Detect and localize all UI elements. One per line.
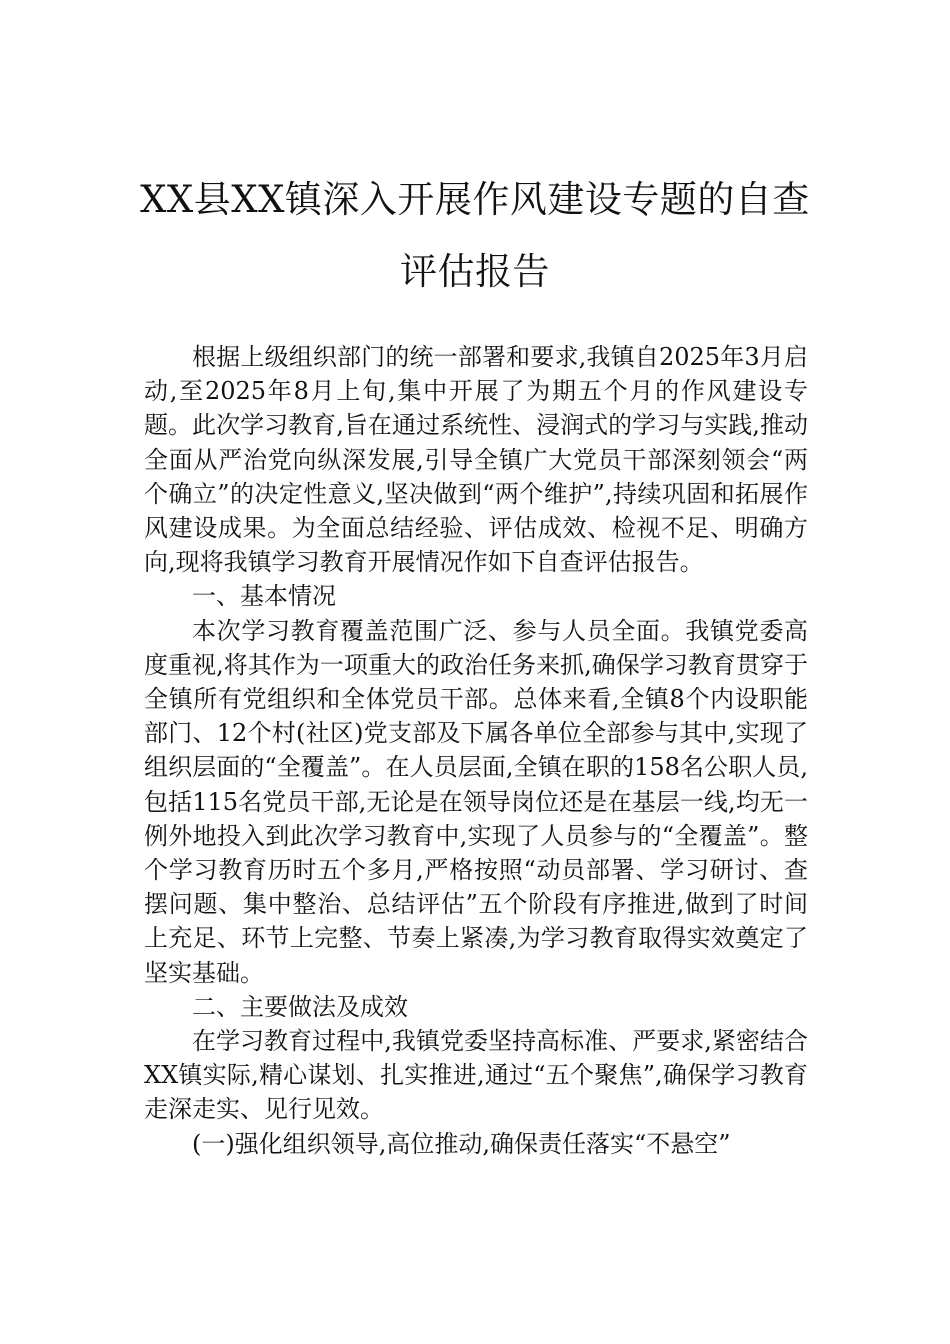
section-heading-methods: 二、主要做法及成效 bbox=[192, 992, 408, 1021]
title-line-2: 评估报告 bbox=[400, 250, 550, 293]
methods-paragraph: 在学习教育过程中,我镇党委坚持高标准、严要求,紧密结合XX镇实际,精心谋划、扎实推进,通过“五个聚焦”,确保学习教育走深走实、见行见效。 bbox=[144, 1027, 808, 1124]
document-body bbox=[144, 340, 808, 1161]
subsection-heading-1: (一)强化组织领导,高位推动,确保责任落实“不悬空” bbox=[192, 1129, 731, 1158]
section-heading-basic: 一、基本情况 bbox=[192, 582, 336, 611]
basic-situation-paragraph: 本次学习教育覆盖范围广泛、参与人员全面。我镇党委高度重视,将其作为一项重大的政治任务来抓,确保学习教育贯穿于全镇所有党组织和全体党员干部。总体来看,全镇8个内设职能部门、12个村(社区)党支部及下属各单位全部参与其中,实现了组织层面的“全覆盖”。在人员层面,全镇在职的158名公职人员,包括115名党员干部,无论是在领导岗位还是在基层一线,均无一例外地投入到此次学习教育中,实现了人员参与的“全覆盖”。整个学习教育历时五个多月,严格按照“动员部署、学习研讨、查摆问题、集中整治、总结评估”五个阶段有序推进,做到了时间上充足、环节上完整、节奏上紧凑,为学习教育取得实效奠定了坚实基础。 bbox=[144, 616, 808, 987]
document-title bbox=[120, 164, 830, 308]
title-line-1: XX县XX镇深入开展作风建设专题的自查 bbox=[140, 178, 810, 221]
intro-paragraph: 根据上级组织部门的统一部署和要求,我镇自2025年3月启动,至2025年8月上旬,集中开展了为期五个月的作风建设专题。此次学习教育,旨在通过系统性、浸润式的学习与实践,推动全面从严治党向纵深发展,引导全镇广大党员干部深刻领会“两个确立”的决定性意义,坚决做到“两个维护”,持续巩固和拓展作风建设成果。为全面总结经验、评估成效、检视不足、明确方向,现将我镇学习教育开展情况作如下自查评估报告。 bbox=[144, 343, 808, 577]
